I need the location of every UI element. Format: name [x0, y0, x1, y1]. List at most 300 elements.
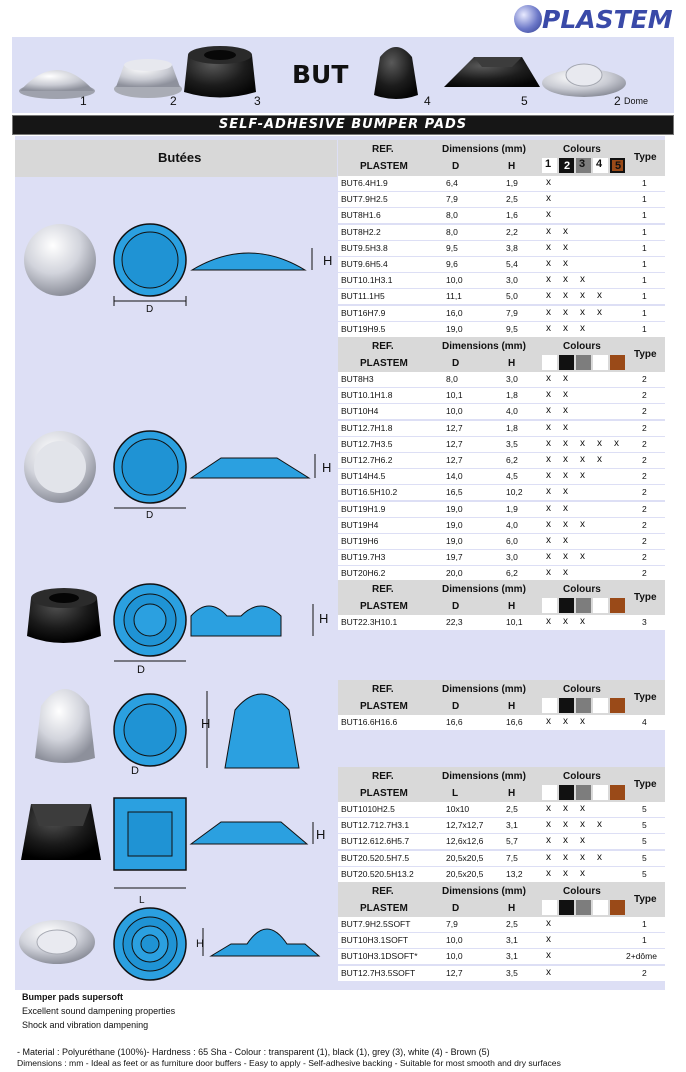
type-cell: 2: [642, 487, 647, 498]
colour-swatch-3: [576, 158, 591, 173]
dimension-cell: 8,0: [446, 374, 458, 384]
table-row: [338, 273, 665, 289]
type4-h-label: H: [201, 716, 211, 731]
dimension-cell: 7,9: [446, 194, 458, 205]
type-cell: 1: [642, 919, 647, 929]
dimensions-header: Dimensions (mm): [442, 144, 526, 155]
colour-availability-mark: x: [546, 934, 551, 946]
colour-availability-mark: x: [580, 322, 585, 334]
height-cell: 1,9: [506, 503, 518, 514]
colour-availability-mark: x: [563, 470, 568, 482]
colour-availability-mark: x: [546, 502, 551, 514]
table-row: [338, 949, 665, 965]
type3-d-label: D: [137, 664, 145, 676]
product-dome-image: [542, 64, 626, 97]
ref-cell: BUT19H1.9: [341, 503, 386, 514]
ref-cell: BUT8H2.2: [341, 226, 381, 237]
colour-availability-mark: x: [597, 290, 602, 302]
colour-availability-mark: x: [580, 851, 585, 863]
colour-availability-mark: x: [580, 803, 585, 814]
dimensions-header: Dimensions (mm): [442, 684, 526, 695]
colour-swatch-4: [593, 785, 608, 800]
type1-h-label: H: [323, 253, 333, 268]
colours-header: Colours: [563, 771, 601, 782]
colours-header: Colours: [563, 886, 601, 897]
height-cell: 1,8: [506, 422, 518, 433]
type4-diagram: [35, 689, 299, 768]
product-1-number: 1: [80, 94, 87, 108]
dimension-cell: 16,6: [446, 717, 463, 727]
colour-availability-mark: x: [546, 803, 551, 814]
colour-swatch-3: [576, 355, 591, 370]
type2-d-label: D: [146, 510, 154, 521]
table-row: [338, 289, 665, 305]
colour-availability-mark: x: [546, 421, 551, 433]
ref-cell: BUT10H3.1DSOFT*: [341, 951, 418, 962]
ref-cell: BUT19H6: [341, 536, 379, 546]
ref-header: REF.: [372, 341, 394, 352]
table-header-4: [338, 680, 665, 717]
colour-availability-mark: x: [580, 306, 585, 318]
table-row: [338, 834, 665, 850]
colour-availability-mark: x: [546, 225, 551, 237]
colour-swatch-3: [576, 598, 591, 613]
colour-availability-mark: x: [546, 966, 551, 978]
h-header: H: [508, 358, 516, 369]
dimension-cell: 7,9: [446, 919, 458, 929]
type-header: Type: [634, 152, 657, 163]
table-row: [338, 176, 665, 192]
colour-availability-mark: x: [546, 405, 551, 417]
type-cell: 2: [642, 455, 647, 465]
table-row: [338, 453, 665, 469]
product-2-number: 2: [170, 94, 177, 108]
height-cell: 3,1: [506, 935, 518, 946]
type-header: Type: [634, 894, 657, 905]
height-cell: 5,7: [506, 836, 518, 847]
ref-cell: BUT9.6H5.4: [341, 259, 388, 269]
colour-availability-mark: x: [546, 851, 551, 863]
colour-availability-mark: x: [546, 306, 551, 318]
type-cell: 1: [642, 259, 647, 269]
type5-h-label: H: [316, 827, 326, 842]
colour-availability-mark: x: [580, 819, 585, 831]
height-cell: 3,0: [506, 374, 518, 384]
colour-availability-mark: x: [563, 405, 568, 417]
height-cell: 3,5: [506, 438, 518, 449]
colour-availability-mark: x: [614, 437, 619, 449]
colour-availability-mark: x: [563, 306, 568, 318]
colour-availability-mark: x: [546, 241, 551, 253]
height-cell: 3,8: [506, 242, 518, 253]
type-cell: 2: [642, 552, 647, 563]
colour-availability-mark: x: [580, 518, 585, 530]
ref-cell: BUT22.3H10.1: [341, 617, 398, 627]
dim-header: D: [452, 161, 460, 172]
dimension-cell: 19,0: [446, 519, 463, 530]
colour-availability-mark: x: [563, 819, 568, 831]
type-cell: 1: [642, 323, 647, 334]
colour-availability-mark: x: [563, 389, 568, 401]
ref-cell: BUT10.1H1.8: [341, 390, 393, 401]
table-row: [338, 225, 665, 241]
height-cell: 6,0: [506, 536, 518, 546]
type2-diagram: [24, 431, 315, 508]
height-cell: 6,2: [506, 568, 518, 579]
colour-availability-mark: x: [546, 258, 551, 269]
type5-l-label: L: [139, 895, 145, 906]
dimension-cell: 12,7: [446, 438, 463, 449]
height-cell: 4,0: [506, 406, 518, 417]
colour-availability-mark: x: [546, 535, 551, 546]
h-header: H: [508, 788, 516, 799]
ref-cell: BUT10H4: [341, 406, 379, 417]
colour-swatch-3: [576, 698, 591, 713]
dim-header: D: [452, 358, 460, 369]
ref-header: REF.: [372, 144, 394, 155]
ref-cell: BUT9.5H3.8: [341, 242, 388, 253]
height-cell: 16,6: [506, 717, 523, 727]
supersoft-line1: Excellent sound dampening properties: [22, 1006, 176, 1016]
ref-header: REF.: [372, 684, 394, 695]
ref-cell: BUT19.7H3: [341, 552, 386, 563]
table-row: [338, 966, 665, 982]
colour-availability-mark: x: [546, 437, 551, 449]
ref-cell: BUT20H6.2: [341, 568, 386, 579]
ref-cell: BUT16.6H16.6: [341, 717, 398, 727]
height-cell: 2,2: [506, 226, 518, 237]
height-cell: 3,0: [506, 552, 518, 563]
type-cell: 2: [642, 422, 647, 433]
plastem-header: PLASTEM: [360, 161, 408, 172]
type-header: Type: [634, 592, 657, 603]
colour-availability-mark: x: [546, 193, 551, 205]
height-cell: 1,8: [506, 390, 518, 401]
product-5-number: 5: [521, 94, 528, 108]
colours-header: Colours: [563, 144, 601, 155]
table-row: [338, 518, 665, 534]
height-cell: 2,5: [506, 804, 518, 814]
table-row: [338, 818, 665, 834]
ref-cell: BUT14H4.5: [341, 471, 386, 482]
height-cell: 1,6: [506, 210, 518, 221]
ref-cell: BUT12.7H3.5: [341, 438, 393, 449]
dimension-cell: 10,0: [446, 406, 463, 417]
dimensions-header: Dimensions (mm): [442, 584, 526, 595]
height-cell: 1,9: [506, 178, 518, 188]
type5-diagram: [21, 798, 313, 888]
type-header: Type: [634, 692, 657, 703]
ref-cell: BUT19H9.5: [341, 323, 386, 334]
type-cell: 5: [642, 804, 647, 814]
table-row: [338, 404, 665, 420]
dimension-cell: 19,7: [446, 552, 463, 563]
table-row: [338, 437, 665, 453]
plastem-header: PLASTEM: [360, 903, 408, 914]
type-cell: 1: [642, 291, 647, 302]
dimension-cell: 6,4: [446, 178, 458, 188]
colours-header: Colours: [563, 684, 601, 695]
dimension-cell: 19,0: [446, 536, 463, 546]
type1-d-label: D: [146, 304, 154, 315]
colour-availability-mark: x: [546, 209, 551, 221]
height-cell: 6,2: [506, 455, 518, 465]
supersoft-title: Bumper pads supersoft: [22, 992, 124, 1002]
dimension-cell: 12,7: [446, 967, 463, 978]
colour-availability-mark: x: [563, 322, 568, 334]
colour-availability-mark: x: [546, 835, 551, 847]
h-header: H: [508, 601, 516, 612]
colour-swatch-1: [542, 785, 557, 800]
colour-availability-mark: x: [563, 867, 568, 879]
colour-number-3: 3: [579, 158, 586, 170]
ref-cell: BUT8H3: [341, 374, 374, 384]
colour-availability-mark: x: [563, 835, 568, 847]
plastem-header: PLASTEM: [360, 701, 408, 712]
colour-availability-mark: x: [563, 803, 568, 814]
height-cell: 7,5: [506, 852, 518, 863]
colour-swatch-4: [593, 355, 608, 370]
plastem-header: PLASTEM: [360, 601, 408, 612]
table-row: [338, 851, 665, 867]
ref-cell: BUT12.7H6.2: [341, 455, 393, 465]
section-banner: SELF-ADHESIVE BUMPER PADS: [12, 115, 674, 135]
dimension-cell: 19,0: [446, 323, 463, 334]
type3-diagram: [27, 584, 313, 661]
ref-cell: BUT12.712.7H3.1: [341, 820, 410, 831]
footer-line2: Dimensions : mm - Ideal as feet or as furniture door buffers - Easy to apply - Self-adhesive backing - Suitable for most smooth and dry surfaces: [17, 1058, 561, 1068]
dim-header: D: [452, 601, 460, 612]
colour-availability-mark: x: [580, 716, 585, 727]
colour-availability-mark: x: [563, 454, 568, 465]
ref-cell: BUT10H3.1SOFT: [341, 935, 409, 946]
type-cell: 2: [642, 374, 647, 384]
colour-availability-mark: x: [563, 535, 568, 546]
colour-swatch-3: [576, 785, 591, 800]
type-cell: 4: [642, 717, 647, 727]
dimension-cell: 10,0: [446, 951, 463, 962]
ref-cell: BUT16.5H10.2: [341, 487, 398, 498]
dimension-cell: 9,5: [446, 242, 458, 253]
ref-header: REF.: [372, 886, 394, 897]
colour-number-1: 1: [545, 158, 552, 170]
colour-swatch-1: [542, 355, 557, 370]
plastem-logo: [512, 4, 682, 34]
type-cell: 1: [642, 210, 647, 221]
colour-swatch-2: [559, 900, 574, 915]
type4-d-label: D: [131, 765, 139, 777]
colour-swatch-5: [610, 785, 625, 800]
colour-availability-mark: x: [580, 290, 585, 302]
ref-cell: BUT20.520.5H7.5: [341, 852, 410, 863]
plastem-header: PLASTEM: [360, 788, 408, 799]
colour-availability-mark: x: [597, 437, 602, 449]
colour-availability-mark: x: [563, 290, 568, 302]
colour-availability-mark: x: [563, 373, 568, 384]
type-header: Type: [634, 349, 657, 360]
colour-availability-mark: x: [546, 322, 551, 334]
h-header: H: [508, 701, 516, 712]
dimension-cell: 20,5x20,5: [446, 852, 484, 863]
table-row: [338, 502, 665, 518]
table-row: [338, 306, 665, 322]
table-row: [338, 322, 665, 338]
dim-header: L: [452, 788, 459, 799]
colour-availability-mark: x: [546, 950, 551, 962]
dimension-cell: 19,0: [446, 503, 463, 514]
type-cell: 1: [642, 307, 647, 318]
colour-availability-mark: x: [546, 551, 551, 563]
product-dome-number: 2: [614, 94, 621, 108]
colour-availability-mark: x: [546, 373, 551, 384]
type-cell: 2: [642, 503, 647, 514]
colour-availability-mark: x: [546, 274, 551, 286]
dimension-cell: 10x10: [446, 804, 470, 814]
dimension-cell: 16,0: [446, 307, 463, 318]
colour-swatch-1: [542, 698, 557, 713]
type-cell: 2: [642, 438, 647, 449]
type-header: Type: [634, 779, 657, 790]
type-cell: 2: [642, 390, 647, 401]
dimensions-header: Dimensions (mm): [442, 341, 526, 352]
dimension-cell: 16,5: [446, 487, 463, 498]
colour-swatch-5: [610, 158, 625, 173]
colour-swatch-5: [610, 355, 625, 370]
colours-header: Colours: [563, 341, 601, 352]
dimension-cell: 22,3: [446, 617, 463, 627]
ref-cell: BUT8H1.6: [341, 210, 381, 221]
table-row: [338, 208, 665, 224]
dimension-cell: 11,1: [446, 291, 462, 302]
dimension-cell: 20,0: [446, 568, 463, 579]
colour-availability-mark: x: [546, 819, 551, 831]
type-cell: 2: [642, 967, 647, 978]
table-row: [338, 257, 665, 273]
colour-availability-mark: x: [563, 241, 568, 253]
dim-header: D: [452, 701, 460, 712]
table-row: [338, 372, 665, 388]
dimension-cell: 10,0: [446, 275, 463, 286]
colour-availability-mark: x: [546, 518, 551, 530]
colour-number-2: 2: [564, 160, 571, 172]
product-diagrams: [15, 136, 337, 990]
colour-availability-mark: x: [563, 421, 568, 433]
colour-swatch-5: [610, 900, 625, 915]
ref-cell: BUT12.7H3.5SOFT: [341, 967, 416, 978]
colour-availability-mark: x: [546, 454, 551, 465]
colour-availability-mark: x: [546, 470, 551, 482]
type-cell: 5: [642, 868, 647, 879]
type2-h-label: H: [322, 460, 332, 475]
footer-line1: - Material : Polyuréthane (100%)- Hardness : 65 Sha - Colour : transparent (1), black (1), grey (3), white (4) - Brown (5): [17, 1047, 490, 1057]
product-dome-label: Dome: [624, 96, 649, 106]
colour-swatch-1: [542, 900, 557, 915]
soft-h-label: H: [196, 938, 204, 950]
colour-availability-mark: x: [563, 567, 568, 579]
height-cell: 3,1: [506, 951, 518, 962]
colour-availability-mark: x: [563, 274, 568, 286]
dimension-cell: 8,0: [446, 210, 458, 221]
colour-swatch-2: [559, 698, 574, 713]
type-cell: 1: [642, 194, 647, 205]
colour-swatch-4: [593, 598, 608, 613]
colour-swatch-5: [610, 698, 625, 713]
colour-availability-mark: x: [597, 851, 602, 863]
product-5-image: [444, 57, 540, 87]
table-row: [338, 485, 665, 501]
colour-availability-mark: x: [546, 918, 551, 929]
colour-availability-mark: x: [580, 437, 585, 449]
type-cell: 1: [642, 178, 647, 188]
dimensions-header: Dimensions (mm): [442, 886, 526, 897]
colour-availability-mark: x: [546, 486, 551, 498]
table-row: [338, 469, 665, 485]
table-row: [338, 192, 665, 208]
type-cell: 1: [642, 935, 647, 946]
colour-availability-mark: x: [563, 551, 568, 563]
product-4-image: [374, 47, 418, 99]
colour-availability-mark: x: [580, 616, 585, 627]
brand-name: PLASTEM: [542, 5, 673, 34]
dimension-cell: 12,7: [446, 455, 463, 465]
colour-availability-mark: x: [546, 389, 551, 401]
type-cell: 2: [642, 519, 647, 530]
colour-swatch-3: [576, 900, 591, 915]
height-cell: 5,4: [506, 259, 518, 269]
colour-availability-mark: x: [580, 454, 585, 465]
ref-cell: BUT12.612.6H5.7: [341, 836, 410, 847]
colour-swatch-1: [542, 158, 557, 173]
table-row: [338, 715, 665, 731]
table-row: [338, 550, 665, 566]
ref-header: REF.: [372, 584, 394, 595]
colour-swatch-5: [610, 598, 625, 613]
colour-availability-mark: x: [546, 616, 551, 627]
colour-availability-mark: x: [546, 867, 551, 879]
table-header-6: [338, 882, 665, 919]
height-cell: 7,9: [506, 307, 518, 318]
table-header-3: [338, 580, 665, 617]
colour-availability-mark: x: [546, 177, 551, 188]
ref-cell: BUT19H4: [341, 519, 379, 530]
colour-availability-mark: x: [580, 835, 585, 847]
colour-swatch-2: [559, 598, 574, 613]
dimension-cell: 12,7x12,7: [446, 820, 484, 831]
table-row: [338, 241, 665, 257]
type-cell: 5: [642, 820, 647, 831]
type-cell: 2+dôme: [626, 951, 657, 962]
type-cell: 1: [642, 242, 647, 253]
type-cell: 3: [642, 617, 647, 627]
product-4-number: 4: [424, 94, 431, 108]
height-cell: 3,1: [506, 820, 518, 831]
colour-availability-mark: x: [580, 274, 585, 286]
dimension-cell: 20,5x20,5: [446, 868, 484, 879]
colour-availability-mark: x: [580, 470, 585, 482]
table-row: [338, 867, 665, 883]
type-cell: 2: [642, 406, 647, 417]
height-cell: 5,0: [506, 291, 518, 302]
plastem-header: PLASTEM: [360, 358, 408, 369]
h-header: H: [508, 903, 516, 914]
dimension-cell: 12,6x12,6: [446, 836, 484, 847]
butees-title: Butées: [158, 150, 202, 165]
but-title: BUT: [292, 60, 349, 89]
dimensions-header: Dimensions (mm): [442, 771, 526, 782]
colour-swatch-2: [559, 785, 574, 800]
h-header: H: [508, 161, 516, 172]
colour-swatch-1: [542, 598, 557, 613]
